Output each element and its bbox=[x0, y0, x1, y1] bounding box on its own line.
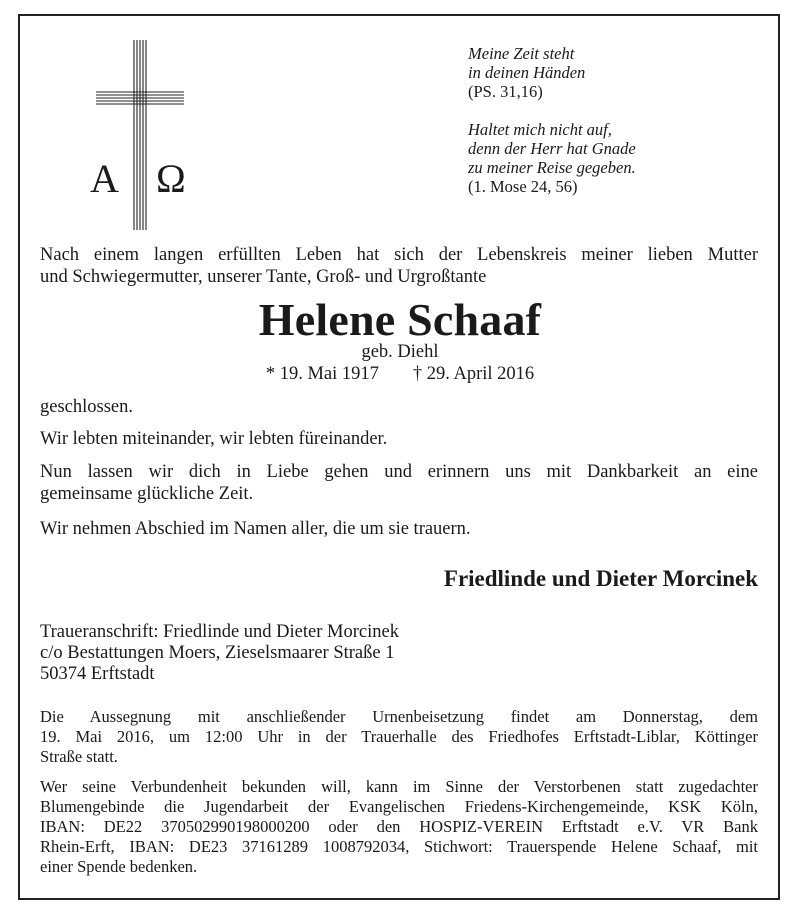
bible-verses bbox=[468, 44, 768, 196]
address-line: Traueranschrift: Friedlinde und Dieter Morcinek bbox=[40, 622, 399, 642]
alpha-letter: A bbox=[90, 156, 119, 201]
ceremony-line: Straße statt. bbox=[40, 747, 118, 766]
birth-date: * 19. Mai 1917 bbox=[265, 364, 379, 384]
death-date: † 29. April 2016 bbox=[412, 364, 535, 384]
birth-name: geb. Diehl bbox=[361, 342, 439, 362]
paragraph-farewell bbox=[40, 461, 758, 505]
address-line: c/o Bestattungen Moers, Zieselsmaarer Straße 1 bbox=[40, 643, 395, 663]
verse2-line: denn der Herr hat Gnade bbox=[468, 139, 636, 158]
donation-line: Rhein-Erft, IBAN: DE23 37161289 1008792034, Stichwort: Trauerspende Helene Schaaf, mit bbox=[40, 837, 758, 856]
ceremony-line: Die Aussegnung mit anschließender Urnenbeisetzung findet am Donnerstag, dem bbox=[40, 707, 758, 726]
paragraph-together: Wir lebten miteinander, wir lebten füreinander. bbox=[40, 429, 388, 449]
verse2-reference: (1. Mose 24, 56) bbox=[468, 177, 578, 196]
signed-by: Friedlinde und Dieter Morcinek bbox=[443, 566, 758, 591]
donation-notice bbox=[40, 777, 758, 877]
intro-text bbox=[40, 244, 758, 288]
donation-line: Wer seine Verbundenheit bekunden will, kann im Sinne der Verstorbenen statt zugedachter bbox=[40, 777, 758, 796]
verse1-reference: (PS. 31,16) bbox=[468, 82, 543, 101]
address-line: 50374 Erftstadt bbox=[40, 664, 155, 684]
verse2-line: Haltet mich nicht auf, bbox=[468, 120, 612, 139]
cross-alpha-omega-icon bbox=[88, 34, 200, 234]
deceased-name: Helene Schaaf bbox=[258, 294, 542, 345]
closed-text: geschlossen. bbox=[40, 397, 133, 417]
verse2-line: zu meiner Reise gegeben. bbox=[468, 158, 636, 177]
donation-line: IBAN: DE22 370502990198000200 oder den HOSPIZ-VEREIN Erftstadt e.V. VR Bank bbox=[40, 817, 758, 836]
donation-line: einer Spende bedenken. bbox=[40, 857, 198, 876]
ceremony-line: 19. Mai 2016, um 12:00 Uhr in der Trauerhalle des Friedhofes Erftstadt-Liblar, Köttinger bbox=[40, 727, 758, 746]
ceremony-notice bbox=[40, 707, 758, 767]
paragraph-goodbye: Wir nehmen Abschied im Namen aller, die um sie trauern. bbox=[40, 519, 471, 539]
mourning-address bbox=[40, 622, 758, 685]
paragraph-line: gemeinsame glückliche Zeit. bbox=[40, 484, 254, 504]
intro-line: und Schwiegermutter, unserer Tante, Groß- und Urgroßtante bbox=[40, 267, 487, 287]
life-dates bbox=[0, 364, 800, 384]
omega-letter: Ω bbox=[156, 156, 186, 201]
verse1-line: in deinen Händen bbox=[468, 63, 586, 82]
verse1-line: Meine Zeit steht bbox=[468, 44, 575, 63]
paragraph-line: Nun lassen wir dich in Liebe gehen und erinnern uns mit Dankbarkeit an eine bbox=[40, 462, 758, 482]
intro-line: Nach einem langen erfüllten Leben hat sich der Lebenskreis meiner lieben Mutter bbox=[40, 245, 758, 265]
donation-line: Blumengebinde die Jugendarbeit der Evangelischen Friedens-Kirchengemeinde, KSK Köln, bbox=[40, 797, 758, 816]
